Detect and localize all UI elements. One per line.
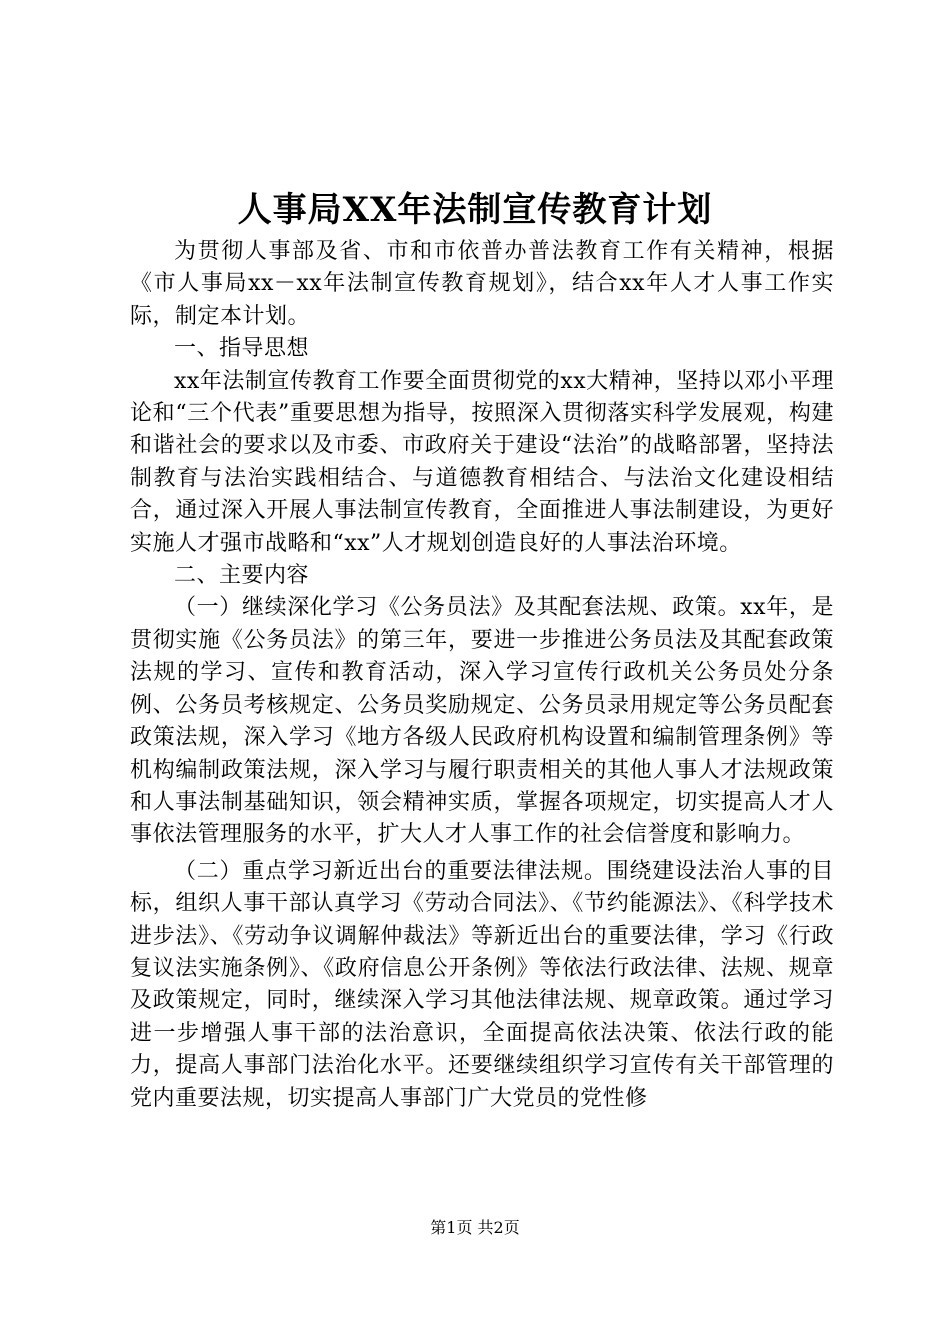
document-body [130,236,834,1115]
document-title: 人事局XX年法制宣传教育计划 [237,190,713,230]
main-content-item-2: （二）重点学习新近出台的重要法律法规。围绕建设法治人事的目标，组织人事干部认真学习《劳动合同法》、《节约能源法》、《科学技术进步法》、《劳动争议调解仲裁法》等新近出台的重要法律，学习《行政复议法实施条例》、《政府信息公开条例》等依法行政法律、法规、规章及政策规定，同时，继续深入学习其他法律法规、规章政策。通过学习进一步增强人事干部的法治意识，全面提高依法决策、依法行政的能力，提高人事部门法治化水平。还要继续组织学习宣传有关干部管理的党内重要法规，切实提高人事部门广大党员的党性修 [130,858,834,1111]
section-heading-main-content: 二、主要内容 [174,563,310,589]
guiding-ideology-paragraph: xx年法制宣传教育工作要全面贯彻党的xx大精神，坚持以邓小平理论和“三个代表”重要思想为指导，按照深入贯彻落实科学发展观，构建和谐社会的要求以及市委、市政府关于建设“法治”的战略部署，坚持法制教育与法治实践相结合、与道德教育相结合、与法治文化建设相结合，通过深入开展人事法制宣传教育，全面推进人事法制建设，为更好实施人才强市战略和“xx”人才规划创造良好的人事法治环境。 [130,368,834,556]
main-content-item-1: （一）继续深化学习《公务员法》及其配套法规、政策。xx年，是贯彻实施《公务员法》的第三年，要进一步推进公务员法及其配套政策法规的学习、宣传和教育活动，深入学习宣传行政机关公务员处分条例、公务员考核规定、公务员奖励规定、公务员录用规定等公务员配套政策法规，深入学习《地方各级人民政府机构设置和编制管理条例》等机构编制政策法规，深入学习与履行职责相关的其他人事人才法规政策和人事法制基础知识，领会精神实质，掌握各项规定，切实提高人才人事依法管理服务的水平，扩大人才人事工作的社会信誉度和影响力。 [130,595,834,848]
page-number-footer: 第1页 共2页 [430,1218,520,1237]
section-heading-guiding-ideology: 一、指导思想 [174,336,310,362]
intro-paragraph: 为贯彻人事部及省、市和市依普办普法教育工作有关精神，根据《市人事局xx－xx年法制宣传教育规划》，结合xx年人才人事工作实际，制定本计划。 [130,239,834,329]
